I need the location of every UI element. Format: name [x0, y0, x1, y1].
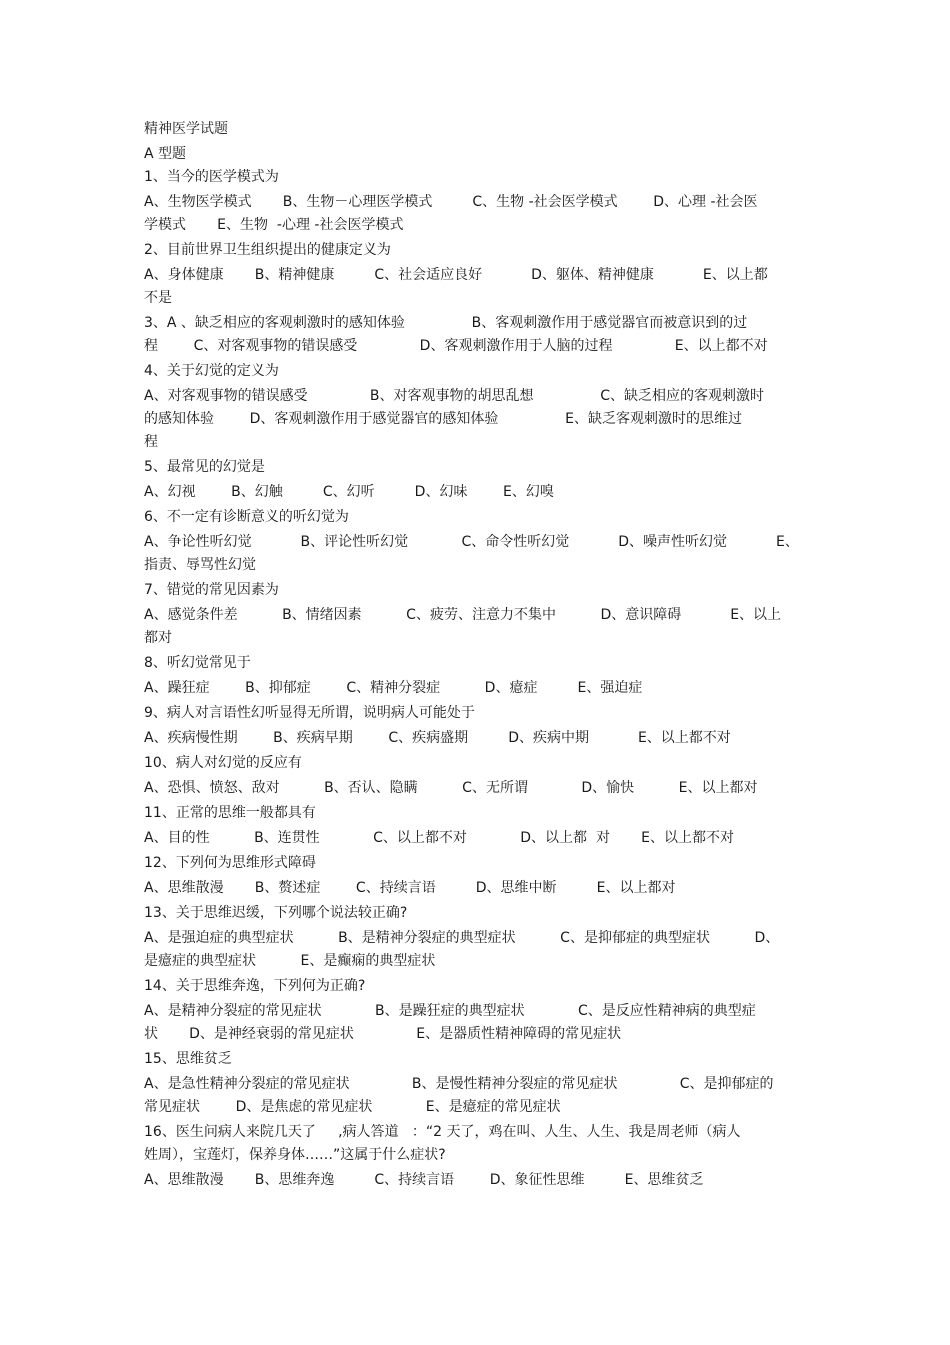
question-stem: 9、病人对言语性幻听显得无所谓，说明病人可能处于: [144, 705, 475, 721]
option-line: 的感知体验 D、客观刺激作用于感觉器官的感知体验 E、缺乏客观刺激时的思维过: [144, 411, 742, 427]
question-item: [144, 1048, 808, 1119]
question-stem: 6、不一定有诊断意义的听幻觉为: [144, 509, 349, 525]
question-item: [144, 652, 808, 700]
question-options: [144, 877, 808, 900]
question-list: [144, 166, 808, 1192]
question-stem: 10、病人对幻觉的反应有: [144, 755, 302, 771]
question-item: [144, 506, 808, 577]
question-stem: 16、医生问病人来院几天了 ,病人答道 ：“2 天了，鸡在叫、人生、人生、我是周老师（病人: [144, 1124, 741, 1140]
question-item: [144, 902, 808, 973]
question-stem: 13、关于思维迟缓，下列哪个说法较正确?: [144, 905, 408, 921]
question-options: [144, 531, 808, 577]
question-item: [144, 975, 808, 1046]
option-line: A、对客观事物的错误感受 B、对客观事物的胡思乱想 C、缺乏相应的客观刺激时: [144, 388, 765, 404]
option-line: 状 D、是神经衰弱的常见症状 E、是器质性精神障碍的常见症状: [144, 1026, 622, 1042]
option-line: A、生物医学模式 B、生物－心理医学模式 C、生物 -社会医学模式 D、心理 -社会医: [144, 194, 758, 210]
option-line: 程: [144, 434, 158, 450]
question-stem: 7、错觉的常见因素为: [144, 582, 279, 598]
question-stem: 姓周），宝莲灯，保养身体……”这属于什么症状?: [144, 1147, 446, 1163]
question-options: [144, 727, 808, 750]
option-line: 都对: [144, 630, 172, 646]
question-stem: 12、下列何为思维形式障碍: [144, 855, 316, 871]
section-heading: A 型题: [144, 146, 187, 162]
question-stem: 1、当今的医学模式为: [144, 169, 279, 185]
question-item: [144, 802, 808, 850]
option-line: A、疾病慢性期 B、疾病早期 C、疾病盛期 D、疾病中期 E、以上都不对: [144, 730, 731, 746]
option-line: A、躁狂症 B、抑郁症 C、精神分裂症 D、癔症 E、强迫症: [144, 680, 643, 696]
question-item: [144, 360, 808, 454]
question-options: [144, 385, 808, 454]
question-item: [144, 702, 808, 750]
question-options: [144, 777, 808, 800]
question-options: [144, 927, 808, 973]
question-item: [144, 239, 808, 310]
question-item: [144, 579, 808, 650]
question-options: [144, 264, 808, 310]
option-line: A、思维散漫 B、思维奔逸 C、持续言语 D、象征性思维 E、思维贫乏: [144, 1172, 704, 1188]
question-options: [144, 604, 808, 650]
question-options: [144, 1000, 808, 1046]
option-line: 3、A 、缺乏相应的客观刺激时的感知体验 B、客观刺激作用于感觉器官而被意识到的过: [144, 315, 748, 331]
question-item: [144, 312, 808, 358]
option-line: A、身体健康 B、精神健康 C、社会适应良好 D、躯体、精神健康 E、以上都: [144, 267, 768, 283]
question-stem: 8、听幻觉常见于: [144, 655, 251, 671]
question-item: [144, 166, 808, 237]
option-line: A、幻视 B、幻触 C、幻听 D、幻味 E、幻嗅: [144, 484, 554, 500]
question-item: [144, 1121, 808, 1192]
question-stem: 11、正常的思维一般都具有: [144, 805, 316, 821]
question-options: [144, 481, 808, 504]
option-line: 程 C、对客观事物的错误感受 D、客观刺激作用于人脑的过程 E、以上都不对: [144, 338, 768, 354]
question-options: [144, 677, 808, 700]
option-line: A、恐惧、愤怒、敌对 B、否认、隐瞒 C、无所谓 D、愉快 E、以上都对: [144, 780, 758, 796]
question-stem: 5、最常见的幻觉是: [144, 459, 265, 475]
question-stem: 2、目前世界卫生组织提出的健康定义为: [144, 242, 391, 258]
option-line: 指责、辱骂性幻觉: [144, 557, 256, 573]
question-item: [144, 852, 808, 900]
option-line: 常见症状 D、是焦虑的常见症状 E、是癔症的常见症状: [144, 1099, 561, 1115]
option-line: A、是精神分裂症的常见症状 B、是躁狂症的典型症状 C、是反应性精神病的典型症: [144, 1003, 756, 1019]
question-item: [144, 752, 808, 800]
question-options: [144, 312, 808, 358]
option-line: 是癔症的典型症状 E、是癫痫的典型症状: [144, 953, 436, 969]
option-line: A、争论性听幻觉 B、评论性听幻觉 C、命令性听幻觉 D、噪声性听幻觉 E、: [144, 534, 799, 550]
document-page: [144, 118, 808, 1194]
option-line: A、目的性 B、连贯性 C、以上都不对 D、以上都 对 E、以上都不对: [144, 830, 734, 846]
document-title: 精神医学试题: [144, 121, 228, 137]
question-options: [144, 191, 808, 237]
question-options: [144, 827, 808, 850]
question-options: [144, 1169, 808, 1192]
option-line: 不是: [144, 290, 172, 306]
question-stem: 14、关于思维奔逸，下列何为正确?: [144, 978, 366, 994]
question-stem: 4、关于幻觉的定义为: [144, 363, 279, 379]
question-options: [144, 1073, 808, 1119]
option-line: A、是急性精神分裂症的常见症状 B、是慢性精神分裂症的常见症状 C、是抑郁症的: [144, 1076, 774, 1092]
question-stem: 15、思维贫乏: [144, 1051, 232, 1067]
option-line: A、思维散漫 B、赘述症 C、持续言语 D、思维中断 E、以上都对: [144, 880, 676, 896]
option-line: A、是强迫症的典型症状 B、是精神分裂症的典型症状 C、是抑郁症的典型症状 D、: [144, 930, 780, 946]
option-line: 学模式 E、生物 -心理 -社会医学模式: [144, 217, 404, 233]
question-item: [144, 456, 808, 504]
option-line: A、感觉条件差 B、情绪因素 C、疲劳、注意力不集中 D、意识障碍 E、以上: [144, 607, 782, 623]
